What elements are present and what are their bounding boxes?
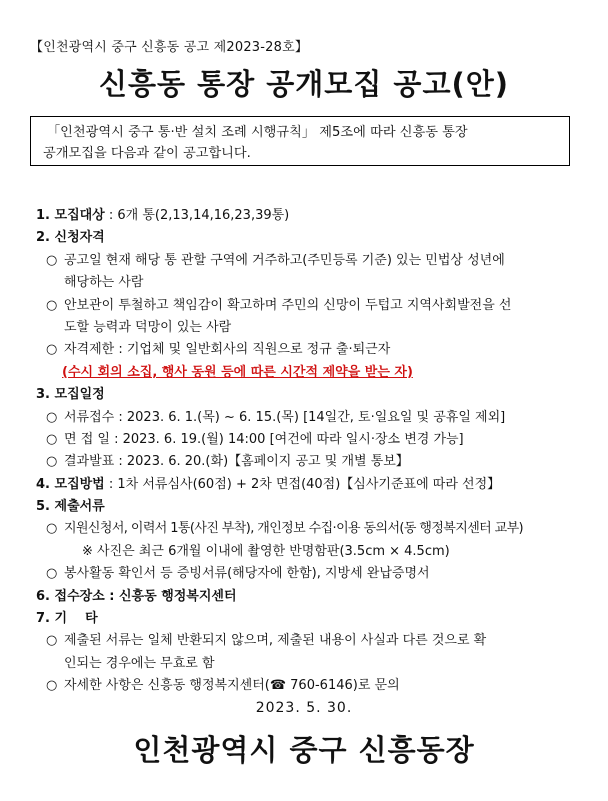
bullet-icon: ○ (46, 342, 58, 358)
list-item-text: 면 접 일 : 2023. 6. 19.(월) 14:00 [여건에 따라 일시·장소 변경 가능] (64, 431, 464, 447)
list-item (36, 630, 576, 652)
bullet-icon: ○ (46, 521, 57, 537)
list-item (36, 675, 576, 697)
bullet-icon: ○ (46, 297, 58, 313)
section-heading: 1. 모집대상 (36, 208, 105, 223)
intro-box (30, 116, 570, 166)
intro-line-2: 공개모집을 다음과 같이 공고합니다. (43, 146, 251, 161)
list-item-text: 자격제한 : 기업체 및 일반회사의 직원으로 정규 출·퇴근자 (64, 342, 391, 358)
section-heading-documents: 5. 제출서류 (36, 499, 105, 515)
section-heading-qualification: 2. 신청자격 (36, 230, 105, 246)
notice-body (36, 205, 576, 698)
section-heading-etc: 7. 기 타 (36, 611, 98, 627)
list-item (36, 339, 576, 361)
list-item-continuation: 해당하는 사람 (64, 275, 144, 291)
section-value: : 1차 서류심사(60점) + 2차 면접(40점)【심사기준표에 따라 선정】 (104, 476, 501, 492)
list-item (36, 518, 576, 540)
section-heading-schedule: 3. 모집일정 (36, 387, 105, 403)
list-item-text: 자세한 사항은 신흥동 행정복지센터(☎ 760-6146)로 문의 (64, 678, 400, 694)
page-title: 신흥동 통장 공개모집 공고(안) (99, 67, 509, 101)
section-recruit-target (36, 205, 576, 227)
intro-line-1: 「인천광역시 중구 통·반 설치 조례 시행규칙」 제5조에 따라 신흥동 통장 (47, 125, 468, 140)
list-item (36, 250, 576, 272)
list-item-text: 공고일 현재 해당 통 관할 구역에 거주하고(주민등록 기준) 있는 민법상 성년에 (64, 252, 505, 268)
list-item-text: 서류접수 : 2023. 6. 1.(목) ~ 6. 15.(목) [14일간, 토·일요일 및 공휴일 제외] (64, 409, 506, 425)
bullet-icon: ○ (46, 252, 58, 268)
list-item-continuation: 도할 능력과 덕망이 있는 사람 (64, 319, 232, 335)
bullet-icon: ○ (46, 678, 58, 694)
list-item-continuation: 인되는 경우에는 무효로 함 (64, 655, 215, 671)
notice-number: 【인천광역시 중구 신흥동 공고 제2023-28호】 (30, 40, 309, 55)
list-item (36, 429, 576, 451)
list-item (36, 451, 576, 473)
list-item (36, 407, 576, 429)
bullet-icon: ○ (46, 409, 58, 425)
photo-note: ※ 사진은 최근 6개월 이내에 촬영한 반명함판(3.5cm × 4.5cm) (82, 543, 450, 559)
restriction-note: (수시 회의 소집, 행사 동원 등에 따른 시간적 제약을 받는 자) (62, 364, 413, 380)
list-item-text: 봉사활동 확인서 등 증빙서류(해당자에 한함), 지방세 완납증명서 (64, 566, 430, 582)
section-heading-location: 6. 접수장소 : 신흥동 행정복지센터 (36, 588, 237, 604)
list-item (36, 295, 576, 317)
bullet-icon: ○ (46, 431, 58, 447)
notice-date: 2023. 5. 30. (255, 700, 353, 716)
section-value: : 6개 통(2,13,14,16,23,39통) (104, 208, 290, 223)
list-item-text: 결과발표 : 2023. 6. 20.(화)【홈페이지 공고 및 개별 통보】 (64, 454, 409, 470)
bullet-icon: ○ (46, 566, 58, 582)
bullet-icon: ○ (46, 454, 58, 470)
list-item (36, 563, 576, 585)
bullet-icon: ○ (46, 633, 58, 649)
issuer-name: 인천광역시 중구 신흥동장 (133, 733, 475, 767)
section-recruit-method (36, 474, 576, 496)
section-heading: 4. 모집방법 (36, 476, 105, 492)
list-item-text: 안보관이 투철하고 책임감이 확고하며 주민의 신망이 두텁고 지역사회발전을 선 (64, 297, 512, 313)
list-item-text: 지원신청서, 이력서 1통(사진 부착), 개인정보 수집·이용 동의서(동 행정복지센터 교부) (64, 521, 524, 537)
list-item-text: 제출된 서류는 일체 반환되지 않으며, 제출된 내용이 사실과 다른 것으로 확 (64, 633, 487, 649)
